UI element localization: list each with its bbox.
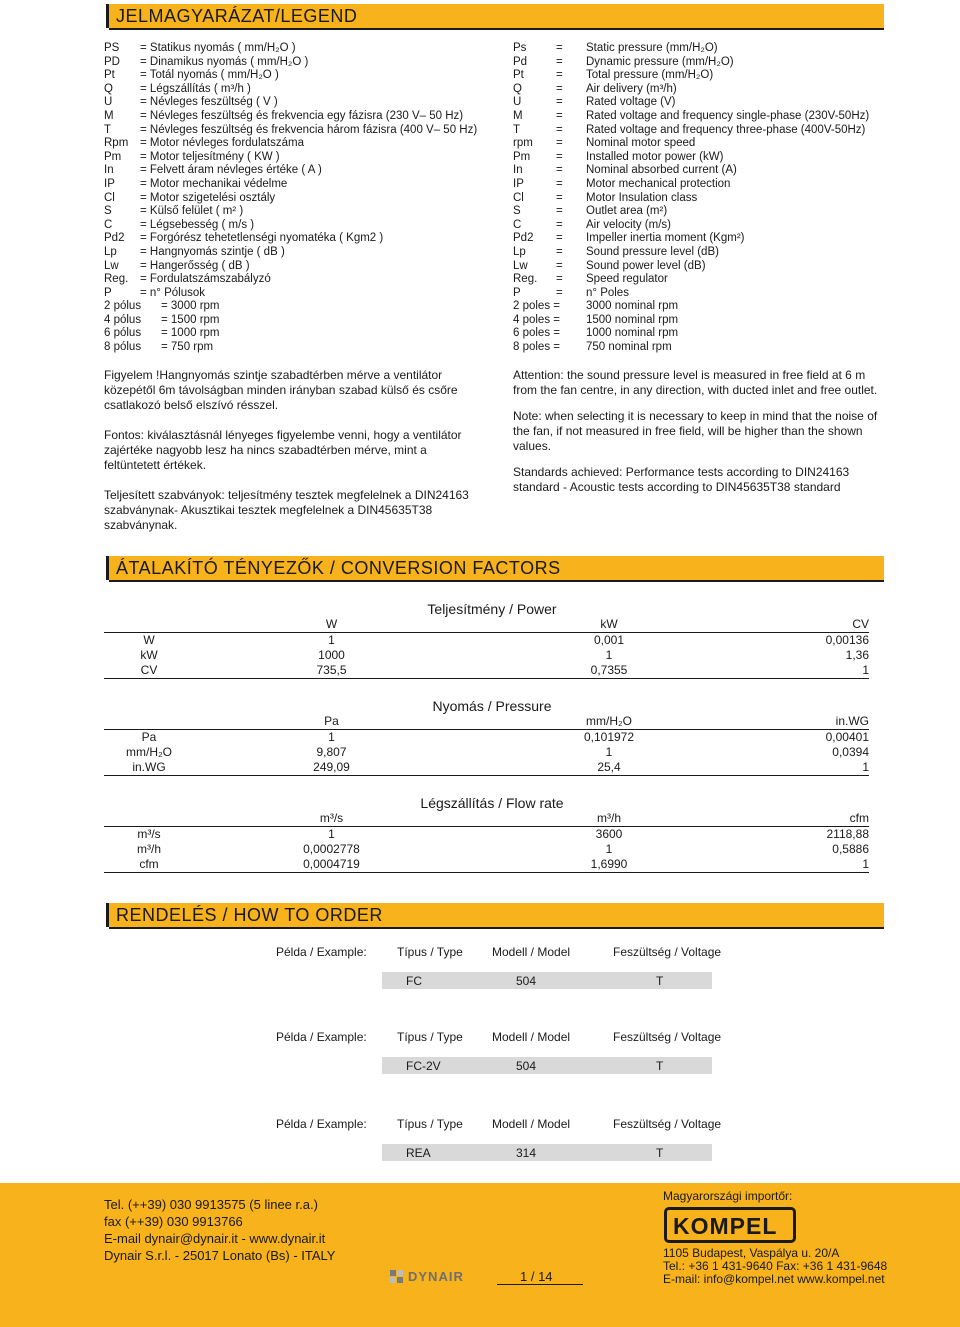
legend-value: Motor Insulation class bbox=[586, 191, 698, 204]
table-cell: kW bbox=[469, 617, 749, 633]
footer-fax: fax (++39) 030 9913766 bbox=[104, 1214, 243, 1229]
table-cell: in.WG bbox=[749, 714, 869, 730]
legend-key: 8 pólus bbox=[104, 341, 142, 354]
legend-value: Sound pressure level (dB) bbox=[586, 245, 719, 258]
kompel-logo bbox=[664, 1207, 796, 1243]
table-row bbox=[104, 617, 869, 633]
table-cell: cfm bbox=[104, 857, 194, 873]
legend-key: Pt bbox=[104, 69, 115, 82]
table-cell: 0,0394 bbox=[832, 745, 869, 759]
order-value-box bbox=[382, 1057, 712, 1074]
legend-row bbox=[513, 56, 903, 70]
legend-equals: = bbox=[556, 164, 563, 177]
legend-row bbox=[104, 327, 494, 341]
note-hu-1: Figyelem !Hangnyomás szintje szabadtérben mérve a ventilátor közepétől 6m távolságban minden irányban szabad külső és csőre csatlakozó belső elszívó résszel. bbox=[104, 368, 458, 412]
table-cell: 0,00401 bbox=[825, 730, 869, 744]
legend-row bbox=[104, 341, 494, 355]
legend-key: M bbox=[104, 109, 114, 122]
dynair-logo bbox=[390, 1270, 486, 1283]
legend-value: Nominal motor speed bbox=[586, 137, 696, 150]
legend-key: 6 poles = bbox=[513, 327, 560, 340]
legend-row bbox=[104, 83, 494, 97]
table-cell: m³/h bbox=[137, 842, 161, 856]
legend-key: Rpm bbox=[104, 137, 129, 150]
legend-value: n° Poles bbox=[586, 286, 629, 299]
legend-value: = Névleges feszültség és frekvencia egy fázisra (230 V– 50 Hz) bbox=[140, 109, 464, 122]
legend-value: = Hangerősség ( dB ) bbox=[140, 259, 250, 272]
legend-key: Q bbox=[513, 82, 522, 95]
order-type-value: FC bbox=[406, 974, 422, 988]
legend-value: 750 nominal rpm bbox=[586, 341, 672, 354]
legend-equals: = bbox=[556, 218, 563, 231]
legend-key: M bbox=[513, 109, 523, 122]
legend-key: Lp bbox=[513, 245, 526, 258]
legend-key: 4 poles = bbox=[513, 313, 560, 326]
table-cell bbox=[104, 617, 194, 633]
legend-key: Lw bbox=[104, 259, 119, 272]
legend-key: PS bbox=[104, 42, 120, 54]
notes-hu bbox=[104, 368, 476, 533]
order-title: RENDELÉS / HOW TO ORDER bbox=[116, 905, 383, 925]
legend-row bbox=[513, 260, 903, 274]
legend-value: Dynamic pressure (mm/H₂O) bbox=[586, 55, 734, 68]
legend-equals: = bbox=[556, 96, 563, 109]
table-row bbox=[104, 827, 869, 843]
table-cell: cfm bbox=[749, 811, 869, 827]
importer-email[interactable]: E-mail: info@kompel.net www.kompel.net bbox=[663, 1272, 885, 1286]
table-cell: mm/H₂O bbox=[469, 714, 749, 730]
table-cell bbox=[104, 714, 194, 730]
legend-equals: = bbox=[556, 69, 563, 82]
legend-row bbox=[513, 314, 903, 328]
legend-equals: = bbox=[556, 55, 563, 68]
legend-banner bbox=[106, 4, 884, 28]
legend-key: Pd2 bbox=[513, 232, 534, 245]
legend-value: = Külső felület ( m² ) bbox=[140, 205, 244, 218]
conversion-table bbox=[104, 714, 869, 776]
legend-value: Total pressure (mm/H₂O) bbox=[586, 69, 714, 82]
table-cell: 1 bbox=[605, 745, 613, 759]
legend-row bbox=[513, 341, 903, 355]
table-cell: 1 bbox=[328, 633, 335, 647]
legend-value: = Motor teljesítmény ( KW ) bbox=[140, 150, 280, 163]
legend-key: S bbox=[104, 205, 112, 218]
table-title: Légszállítás / Flow rate bbox=[420, 795, 564, 811]
table-cell: CV bbox=[104, 663, 194, 679]
legend-equals: = bbox=[556, 150, 563, 163]
legend-row bbox=[513, 137, 903, 151]
legend-row bbox=[513, 164, 903, 178]
table-cell: 25,4 bbox=[469, 760, 749, 776]
legend-equals: = bbox=[556, 191, 563, 204]
table-row bbox=[104, 633, 869, 649]
legend-key: S bbox=[513, 205, 521, 218]
legend-row bbox=[513, 69, 903, 83]
legend-row bbox=[104, 151, 494, 165]
legend-row bbox=[513, 124, 903, 138]
legend-key: P bbox=[513, 286, 521, 299]
table-row bbox=[104, 811, 869, 827]
table-row bbox=[104, 857, 869, 873]
table-row bbox=[104, 842, 869, 857]
table-cell: 2118,88 bbox=[826, 827, 869, 841]
legend-value: = Névleges feszültség ( V ) bbox=[140, 96, 278, 109]
legend-key: Lw bbox=[513, 259, 528, 272]
table-cell: 1 bbox=[749, 760, 869, 776]
table-cell: m³/s bbox=[194, 811, 469, 827]
legend-equals: = bbox=[556, 245, 563, 258]
legend-value: = Totál nyomás ( mm/H₂O ) bbox=[140, 69, 279, 82]
note-en-1: Attention: the sound pressure level is measured in free field at 6 m from the fan centre, in any direction, with ducted inlet and free outlet. bbox=[513, 368, 878, 397]
notes-en bbox=[513, 368, 883, 495]
legend-value: Air delivery (m³/h) bbox=[586, 82, 677, 95]
legend-value: Rated voltage (V) bbox=[586, 96, 676, 109]
table-cell: 0,5886 bbox=[832, 842, 869, 856]
conversion-title: ÁTALAKÍTÓ TÉNYEZŐK / CONVERSION FACTORS bbox=[116, 558, 561, 578]
table-cell: 1 bbox=[605, 842, 613, 856]
table-cell: CV bbox=[749, 617, 869, 633]
order-model-value: 504 bbox=[516, 974, 537, 988]
legend-key: T bbox=[104, 123, 112, 136]
legend-value: 3000 nominal rpm bbox=[586, 300, 679, 313]
order-type-label: Típus / Type bbox=[397, 945, 463, 959]
legend-row bbox=[104, 96, 494, 110]
table-title: Nyomás / Pressure bbox=[432, 698, 552, 714]
table-cell: kW bbox=[140, 648, 158, 662]
page-number: 1 / 14 bbox=[520, 1269, 553, 1284]
legend-row bbox=[104, 178, 494, 192]
legend-equals: = bbox=[556, 109, 563, 122]
legend-value: = n° Pólusok bbox=[140, 286, 206, 299]
order-model-label: Modell / Model bbox=[492, 945, 571, 959]
legend-row bbox=[513, 232, 903, 246]
table-row bbox=[104, 714, 869, 730]
table-cell: in.WG bbox=[104, 760, 194, 776]
page-underline bbox=[497, 1284, 583, 1285]
table-cell: 735,5 bbox=[194, 663, 469, 679]
legend-value: = Felvett áram névleges értéke ( A ) bbox=[140, 164, 322, 177]
table-cell: mm/H₂O bbox=[126, 745, 172, 759]
legend-title: JELMAGYARÁZAT/LEGEND bbox=[116, 6, 358, 26]
legend-row bbox=[104, 260, 494, 274]
footer-phone: Tel. (++39) 030 9913575 (5 linee r.a.) bbox=[104, 1197, 318, 1212]
legend-key: Q bbox=[104, 82, 113, 95]
legend-value: = 1000 rpm bbox=[161, 327, 220, 340]
legend-value: = Névleges feszültség és frekvencia három fázisra (400 V– 50 Hz) bbox=[140, 123, 478, 136]
legend-row bbox=[104, 42, 494, 56]
legend-equals: = bbox=[556, 205, 563, 218]
legend-key: Pt bbox=[513, 69, 524, 82]
table-cell: 1,36 bbox=[845, 648, 869, 662]
legend-key: U bbox=[104, 96, 113, 109]
legend-key: In bbox=[104, 164, 114, 177]
importer-address bbox=[663, 1247, 887, 1286]
legend-row bbox=[513, 246, 903, 260]
table-cell: 9,807 bbox=[316, 745, 347, 759]
order-example-label: Példa / Example: bbox=[276, 1030, 367, 1044]
order-voltage-label: Feszültség / Voltage bbox=[613, 1117, 722, 1131]
legend-value: = Dinamikus nyomás ( mm/H₂O ) bbox=[140, 55, 309, 68]
legend-row bbox=[104, 246, 494, 260]
legend-value: Rated voltage and frequency three-phase (400V-50Hz) bbox=[586, 123, 866, 136]
legend-equals: = bbox=[556, 123, 563, 136]
order-value-box bbox=[382, 1144, 712, 1161]
legend-key: Cl bbox=[513, 191, 524, 204]
legend-value: = Motor névleges fordulatszáma bbox=[140, 137, 304, 150]
note-en-2: Note: when selecting it is necessary to keep in mind that the noise of the fan, if not measured in free field, will be higher than the shown values. bbox=[513, 409, 878, 453]
table-cell: 1 bbox=[328, 730, 335, 744]
legend-value: Sound power level (dB) bbox=[586, 259, 706, 272]
legend-key: Pm bbox=[513, 150, 531, 163]
kompel-logo-text: KOMPEL bbox=[673, 1213, 778, 1239]
legend-row bbox=[513, 192, 903, 206]
table-row bbox=[104, 730, 869, 746]
legend-row bbox=[104, 219, 494, 233]
table-cell: 0,101972 bbox=[583, 730, 635, 744]
legend-key: U bbox=[513, 96, 522, 109]
dynair-logo-text: DYNAIR bbox=[408, 1269, 464, 1284]
conversion-table bbox=[104, 811, 869, 873]
legend-row bbox=[104, 205, 494, 219]
legend-value: Nominal absorbed current (A) bbox=[586, 164, 737, 177]
footer bbox=[0, 1183, 960, 1327]
legend-value: Static pressure (mm/H₂O) bbox=[586, 42, 718, 54]
legend-equals: = bbox=[556, 273, 563, 286]
legend-row bbox=[104, 164, 494, 178]
order-model-label: Modell / Model bbox=[492, 1030, 571, 1044]
table-row bbox=[104, 745, 869, 760]
footer-contact bbox=[104, 1196, 335, 1264]
legend-equals: = bbox=[556, 232, 563, 245]
legend-key: In bbox=[513, 164, 523, 177]
legend-row bbox=[104, 300, 494, 314]
order-type-label: Típus / Type bbox=[397, 1117, 463, 1131]
importer-label: Magyarországi importőr: bbox=[663, 1189, 793, 1203]
legend-row bbox=[104, 314, 494, 328]
legend-value: = Fordulatszámszabályzó bbox=[140, 273, 271, 286]
order-voltage-label: Feszültség / Voltage bbox=[613, 1030, 722, 1044]
legend-value: = Forgórész tehetetlenségi nyomatéka ( Kgm2 ) bbox=[140, 232, 384, 245]
legend-key: rpm bbox=[513, 137, 533, 150]
legend-equals: = bbox=[556, 137, 563, 150]
table-cell: 0,7355 bbox=[469, 663, 749, 679]
legend-value: 1000 nominal rpm bbox=[586, 327, 679, 340]
order-value-box bbox=[382, 972, 712, 989]
table-cell: Pa bbox=[194, 714, 469, 730]
legend-value: 1500 nominal rpm bbox=[586, 313, 679, 326]
legend-hu bbox=[104, 42, 494, 355]
legend-key: Lp bbox=[104, 245, 117, 258]
order-model-label: Modell / Model bbox=[492, 1117, 571, 1131]
legend-row bbox=[513, 178, 903, 192]
legend-en bbox=[513, 42, 903, 355]
legend-row bbox=[104, 273, 494, 287]
legend-key: 4 pólus bbox=[104, 313, 142, 326]
legend-value: Motor mechanical protection bbox=[586, 177, 731, 190]
legend-value: = Motor mechanikai védelme bbox=[140, 177, 288, 190]
legend-equals: = bbox=[556, 82, 563, 95]
legend-key: P bbox=[104, 286, 112, 299]
table-row bbox=[104, 648, 869, 663]
table-cell: W bbox=[194, 617, 469, 633]
legend-row bbox=[513, 273, 903, 287]
legend-key: 2 pólus bbox=[104, 300, 142, 313]
legend-value: = 3000 rpm bbox=[161, 300, 220, 313]
legend-equals: = bbox=[556, 177, 563, 190]
order-type-value: REA bbox=[406, 1146, 431, 1160]
legend-row bbox=[513, 205, 903, 219]
dynair-logo-icon bbox=[390, 1270, 404, 1283]
table-cell: Pa bbox=[141, 730, 157, 744]
table-cell: 1,6990 bbox=[469, 857, 749, 873]
legend-row bbox=[104, 69, 494, 83]
legend-row bbox=[104, 137, 494, 151]
legend-row bbox=[513, 96, 903, 110]
table-cell: W bbox=[143, 633, 155, 647]
order-voltage-value: T bbox=[656, 1059, 664, 1073]
order-banner bbox=[106, 903, 884, 927]
legend-row bbox=[513, 327, 903, 341]
table-row bbox=[104, 760, 869, 776]
legend-value: Rated voltage and frequency single-phase (230V-50Hz) bbox=[586, 109, 870, 122]
legend-key: Pm bbox=[104, 150, 122, 163]
order-voltage-label: Feszültség / Voltage bbox=[613, 945, 722, 959]
order-model-value: 504 bbox=[516, 1059, 537, 1073]
legend-key: PD bbox=[104, 55, 120, 68]
table-cell: m³/s bbox=[137, 827, 161, 841]
table-cell: 1000 bbox=[318, 648, 345, 662]
legend-value: Impeller inertia moment (Kgm²) bbox=[586, 232, 745, 245]
legend-key: 6 pólus bbox=[104, 327, 142, 340]
table-cell: 0,001 bbox=[593, 633, 625, 647]
legend-key: C bbox=[513, 218, 522, 231]
legend-row bbox=[513, 151, 903, 165]
legend-key: Ps bbox=[513, 42, 527, 54]
importer-street: 1105 Budapest, Vaspálya u. 20/A bbox=[663, 1246, 840, 1260]
order-voltage-value: T bbox=[656, 1146, 664, 1160]
legend-value: = 750 rpm bbox=[161, 341, 214, 354]
legend-value: = Motor szigetelési osztály bbox=[140, 191, 276, 204]
legend-value: Outlet area (m²) bbox=[586, 205, 668, 218]
footer-company: Dynair S.r.l. - 25017 Lonato (Bs) - ITALY bbox=[104, 1248, 336, 1263]
note-en-3: Standards achieved: Performance tests according to DIN24163 standard - Acoustic tests according to DIN45635T38 standard bbox=[513, 465, 850, 494]
table-cell: 0,0002778 bbox=[303, 842, 360, 856]
legend-value: Air velocity (m/s) bbox=[586, 218, 671, 231]
legend-value: Installed motor power (kW) bbox=[586, 150, 724, 163]
table-cell: m³/h bbox=[469, 811, 749, 827]
table-cell: 0,00136 bbox=[825, 633, 869, 647]
table-cell: 0,0004719 bbox=[194, 857, 469, 873]
conversion-table bbox=[104, 617, 869, 679]
legend-row bbox=[104, 124, 494, 138]
legend-value: = Statikus nyomás ( mm/H₂O ) bbox=[140, 42, 296, 54]
legend-row bbox=[104, 287, 494, 301]
table-cell: 1 bbox=[749, 663, 869, 679]
legend-key: IP bbox=[513, 177, 524, 190]
legend-key: T bbox=[513, 123, 521, 136]
legend-key: Reg. bbox=[513, 273, 538, 286]
importer-phone: Tel.: +36 1 431-9640 Fax: +36 1 431-9648 bbox=[663, 1259, 888, 1273]
legend-key: IP bbox=[104, 177, 115, 190]
legend-key: 8 poles = bbox=[513, 341, 560, 354]
legend-key: Cl bbox=[104, 191, 115, 204]
legend-value: = Hangnyomás szintje ( dB ) bbox=[140, 245, 285, 258]
table-cell: 1 bbox=[749, 857, 869, 873]
table-row bbox=[104, 663, 869, 679]
legend-row bbox=[513, 110, 903, 124]
legend-value: = Légszállítás ( m³/h ) bbox=[140, 82, 251, 95]
footer-email[interactable]: E-mail dynair@dynair.it - www.dynair.it bbox=[104, 1231, 326, 1246]
conversion-banner bbox=[106, 556, 884, 580]
legend-row bbox=[513, 42, 903, 56]
legend-value: Speed regulator bbox=[586, 273, 668, 286]
table-cell bbox=[104, 811, 194, 827]
legend-row bbox=[104, 56, 494, 70]
note-hu-2: Fontos: kiválasztásnál lényeges figyelembe venni, hogy a ventilátor zajértéke nagyobb lesz ha nincs szabadtérben mérve, mint a feltüntetett értékek. bbox=[104, 428, 462, 472]
legend-equals: = bbox=[556, 286, 563, 299]
legend-value: = 1500 rpm bbox=[161, 313, 220, 326]
legend-row bbox=[104, 192, 494, 206]
table-cell: 1 bbox=[328, 827, 335, 841]
legend-key: Pd2 bbox=[104, 232, 125, 245]
legend-key: C bbox=[104, 218, 113, 231]
table-cell: 3600 bbox=[595, 827, 623, 841]
legend-row bbox=[513, 83, 903, 97]
legend-equals: = bbox=[556, 42, 563, 54]
table-cell: 249,09 bbox=[194, 760, 469, 776]
order-type-value: FC-2V bbox=[406, 1059, 441, 1073]
note-hu-3: Teljesített szabványok: teljesítmény tesztek megfelelnek a DIN24163 szabványnak- Akusztikai tesztek megfelelnek a DIN45635T38 szabványnak. bbox=[104, 488, 469, 532]
legend-key: Reg. bbox=[104, 273, 129, 286]
legend-row bbox=[513, 219, 903, 233]
legend-value: = Légsebesség ( m/s ) bbox=[140, 218, 255, 231]
legend-row bbox=[104, 232, 494, 246]
order-model-value: 314 bbox=[516, 1146, 537, 1160]
order-example-label: Példa / Example: bbox=[276, 1117, 367, 1131]
legend-row bbox=[513, 300, 903, 314]
order-voltage-value: T bbox=[656, 974, 664, 988]
legend-equals: = bbox=[556, 259, 563, 272]
legend-key: Pd bbox=[513, 55, 528, 68]
order-type-label: Típus / Type bbox=[397, 1030, 463, 1044]
table-title: Teljesítmény / Power bbox=[427, 601, 557, 617]
order-example-label: Példa / Example: bbox=[276, 945, 367, 959]
legend-row bbox=[513, 287, 903, 301]
legend-key: 2 poles = bbox=[513, 300, 560, 313]
legend-row bbox=[104, 110, 494, 124]
table-cell: 1 bbox=[605, 648, 613, 662]
